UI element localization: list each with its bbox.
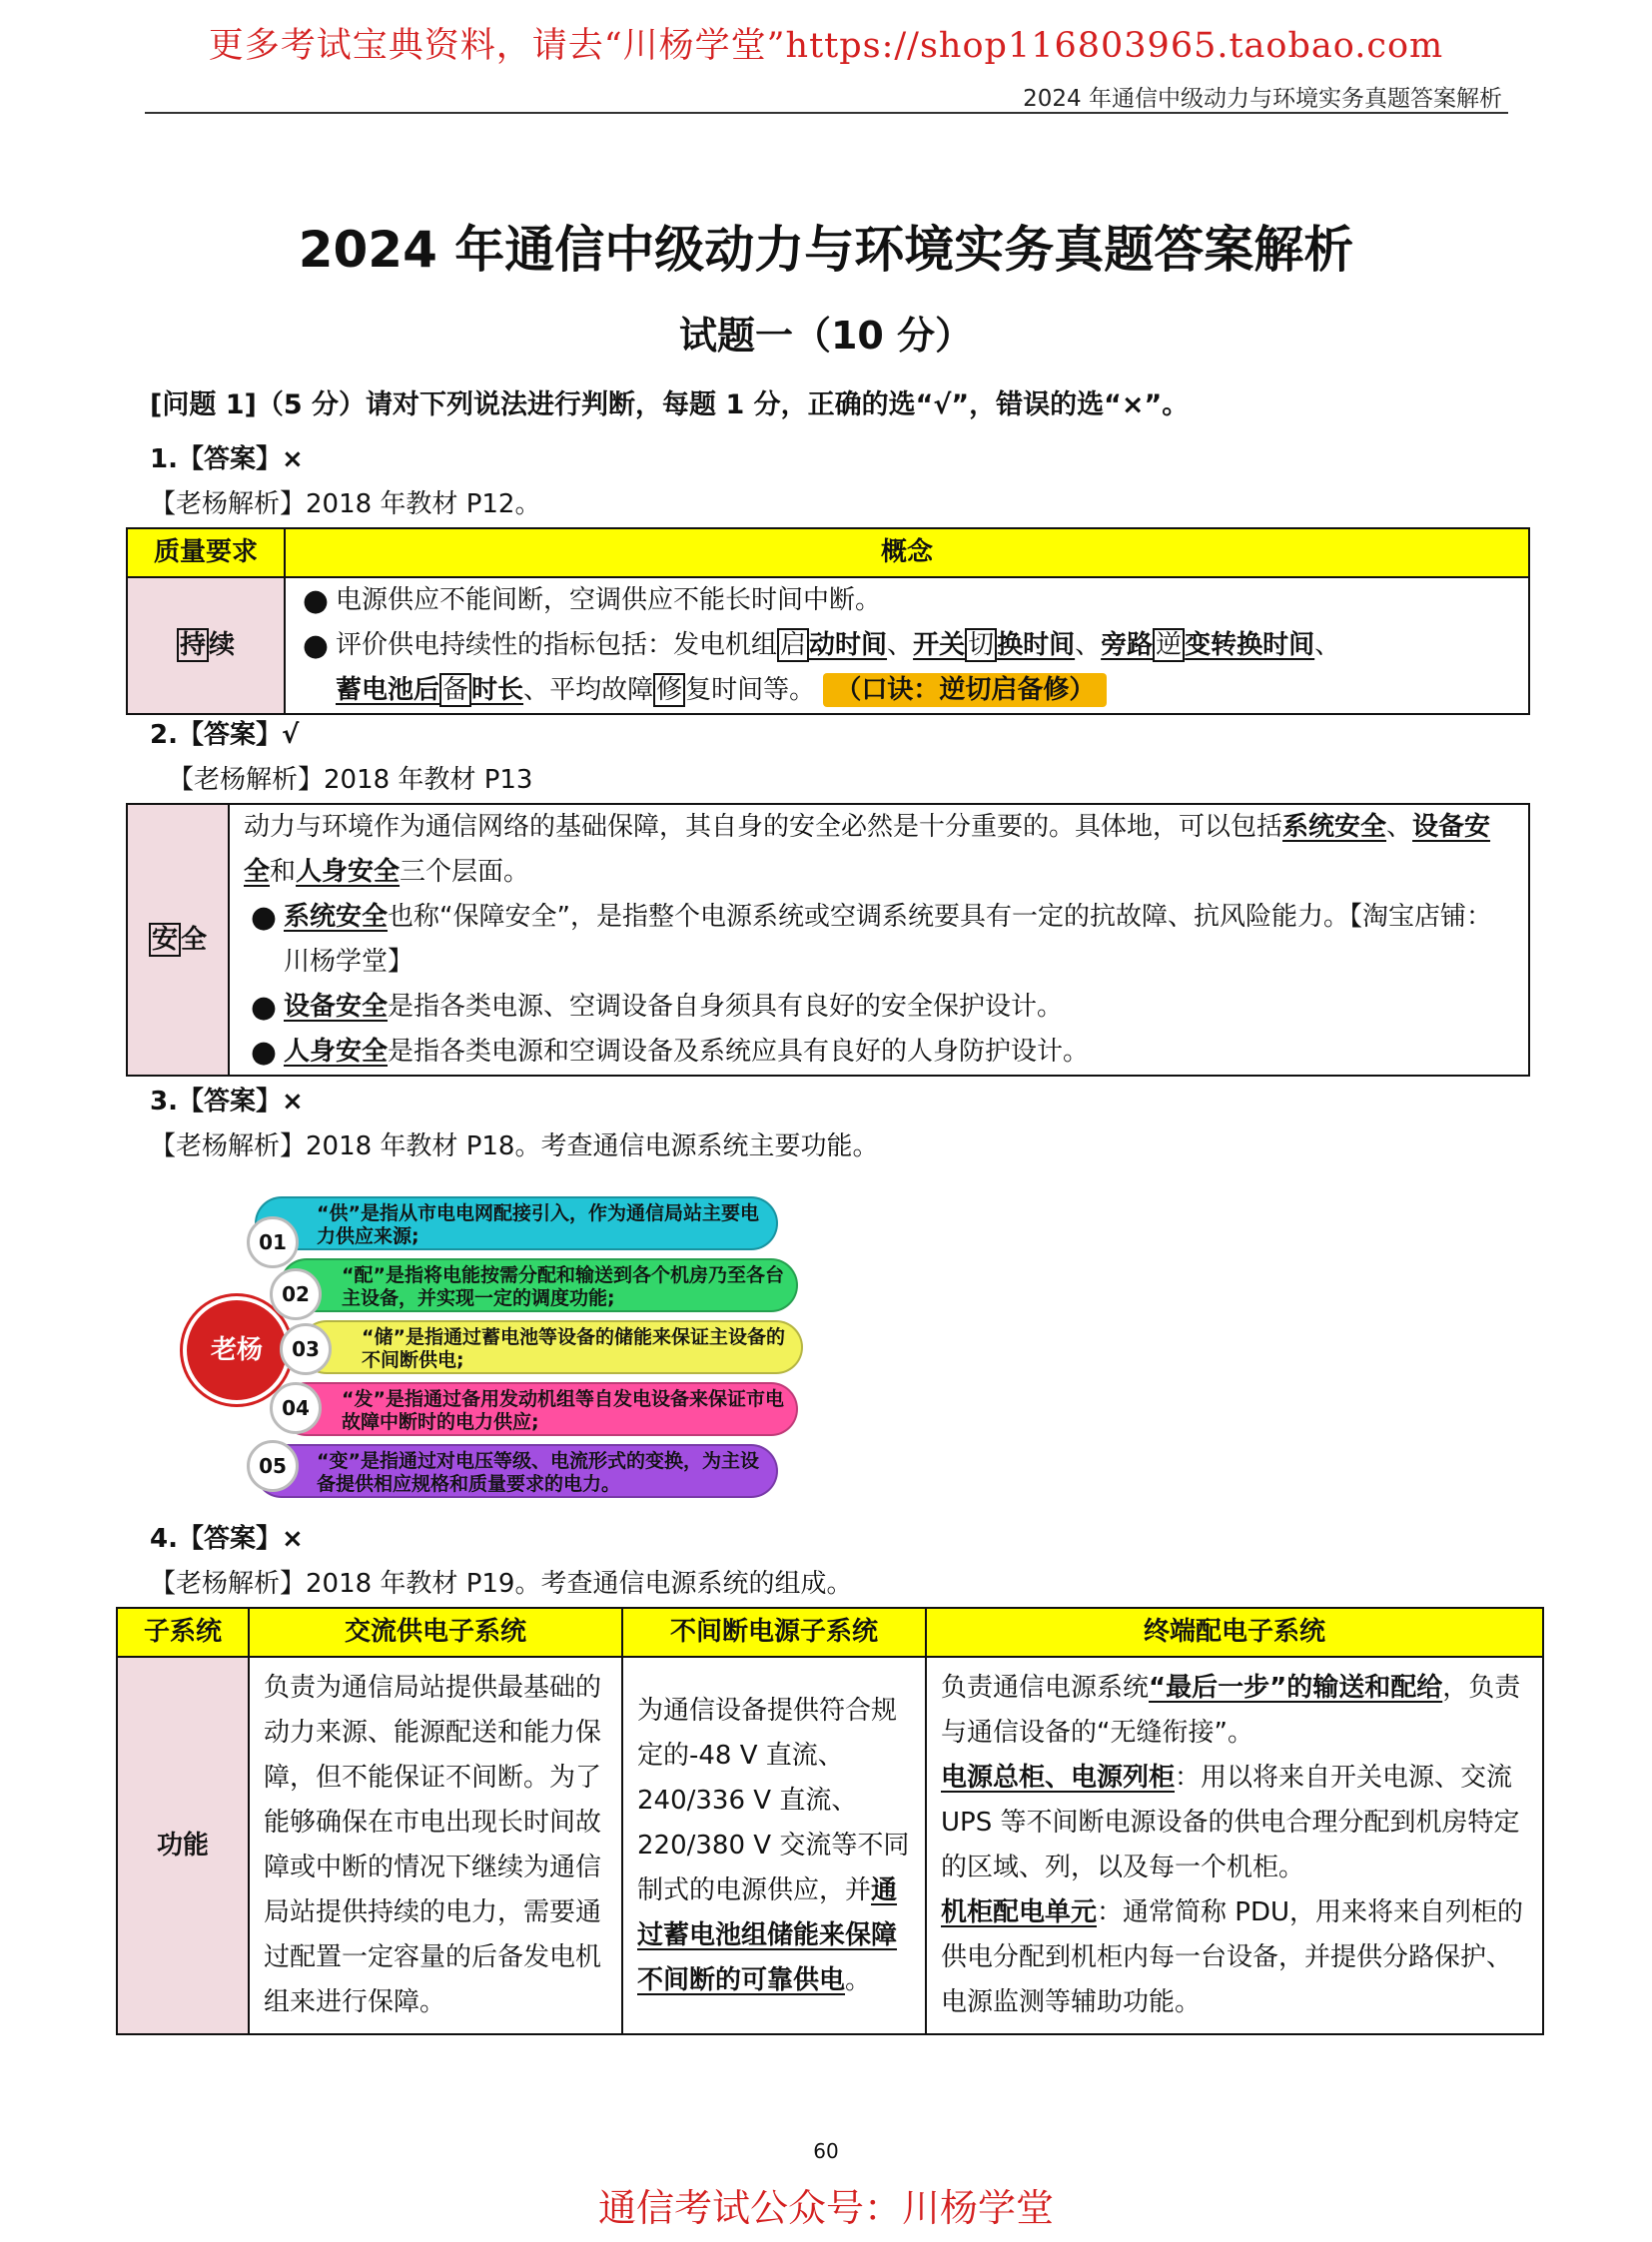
q2-bullet-2: ● 设备安全是指各类电源、空调设备自身须具有良好的安全保护设计。 bbox=[250, 990, 1064, 1025]
function-number-2: 02 bbox=[270, 1268, 322, 1320]
q1-col-header-quality: 质量要求 bbox=[127, 528, 285, 577]
q2-row-rest-char: 全 bbox=[181, 924, 208, 955]
q4-col-header-ups: 不间断电源子系统 bbox=[622, 1608, 926, 1657]
header-divider bbox=[145, 112, 1508, 114]
q4-analysis: 【老杨解析】2018 年教材 P19。考查通信电源系统的组成。 bbox=[150, 1569, 853, 1599]
q1-bullet-2-text: 评价供电持续性的指标包括：发电机组 启 动时间、开关 切 换时间、旁路 逆 变转换时间、 蓄电池后 备 时长、平均故障 修 复时间等。 （口诀：逆切启备修） bbox=[336, 630, 1341, 705]
q4-col-header-terminal: 终端配电子系统 bbox=[926, 1608, 1543, 1657]
q1-bullet-2: ● 评价供电持续性的指标包括：发电机组 启 动时间、开关 切 换时间、旁路 逆 变转换时间、 蓄电池后 备 时长、平均故障 修 复时间等。 （口诀：逆切启备修） bbox=[296, 623, 1518, 713]
promo-banner: 更多考试宝典资料，请去“川杨学堂”https://shop116803965.taobao.com bbox=[208, 26, 1444, 66]
page-number: 60 bbox=[813, 2139, 839, 2163]
q4-subsystem-table bbox=[116, 1607, 1544, 2035]
q4-col-header-ac: 交流供电子系统 bbox=[249, 1608, 622, 1657]
document-title: 2024 年通信中级动力与环境实务真题答案解析 bbox=[298, 221, 1354, 279]
q2-row-header bbox=[127, 804, 229, 1076]
q2-row-key-char: 安 bbox=[149, 923, 181, 957]
q2-bullet-3: ● 人身安全是指各类电源和空调设备及系统应具有良好的人身防护设计。 bbox=[250, 1035, 1090, 1070]
q4-row-header: 功能 bbox=[117, 1657, 249, 2034]
function-number-5: 05 bbox=[247, 1440, 299, 1492]
q1-row-rest-char: 续 bbox=[209, 630, 236, 660]
q1-quality-table bbox=[126, 527, 1530, 715]
function-bar-1-text: “供”是指从市电电网配接引入，作为通信局站主要电力供应来源; bbox=[317, 1202, 759, 1247]
q4-ups-cell: 为通信设备提供符合规定的-48 V 直流、240/336 V 直流、220/380 V 交流等不同制式的电源供应，并通过蓄电池组储能来保障不间断的可靠供电。 bbox=[622, 1657, 926, 2034]
teacher-yang-seal: 老杨 bbox=[183, 1296, 291, 1404]
q1-bullet-1-text: 电源供应不能间断，空调供应不能长时间中断。 bbox=[336, 585, 882, 615]
function-bar-1 bbox=[255, 1196, 778, 1250]
q1-bullet-1: ● 电源供应不能间断，空调供应不能长时间中断。 bbox=[296, 578, 1518, 623]
function-bar-3 bbox=[300, 1320, 803, 1374]
function-number-3: 03 bbox=[280, 1323, 332, 1375]
function-bar-3-text: “储”是指通过蓄电池等设备的储能来保证主设备的不间断供电; bbox=[362, 1326, 785, 1371]
q2-intro: 动力与环境作为通信网络的基础保障，其自身的安全必然是十分重要的。具体地，可以包括系统安全、设备安全和人身安全三个层面。 bbox=[244, 812, 1491, 887]
function-bar-4-text: “发”是指通过备用发动机组等自发电设备来保证市电故障中断时的电力供应; bbox=[342, 1388, 784, 1433]
q1-analysis: 【老杨解析】2018 年教材 P12。 bbox=[150, 489, 541, 519]
q2-safety-table bbox=[126, 803, 1530, 1077]
function-bar-5-text: “变”是指通过对电压等级、电流形式的变换，为主设备提供相应规格和质量要求的电力。 bbox=[317, 1450, 759, 1495]
q2-answer: 2.【答案】√ bbox=[150, 720, 300, 750]
function-bar-2-text: “配”是指将电能按需分配和输送到各个机房乃至各台主设备，并实现一定的调度功能; bbox=[342, 1264, 784, 1309]
q3-answer: 3.【答案】× bbox=[150, 1087, 304, 1117]
q2-analysis: 【老杨解析】2018 年教材 P13 bbox=[168, 765, 533, 795]
q1-answer: 1.【答案】× bbox=[150, 444, 304, 474]
q2-content-cell bbox=[229, 804, 1529, 1076]
q4-terminal-p1: 负责通信电源系统“最后一步”的输送和配给，负责与通信设备的“无缝衔接”。 bbox=[941, 1673, 1521, 1748]
q4-terminal-cell bbox=[926, 1657, 1543, 2034]
question-title: 试题一（10 分） bbox=[678, 314, 974, 358]
function-bar-4 bbox=[280, 1382, 798, 1436]
running-header: 2024 年通信中级动力与环境实务真题答案解析 bbox=[1023, 86, 1502, 112]
question-prompt: [问题 1]（5 分）请对下列说法进行判断，每题 1 分，正确的选“√”，错误的选“×”。 bbox=[150, 389, 1190, 420]
q1-row-key-char: 持 bbox=[177, 628, 209, 662]
q2-bullet-1: ● 系统安全也称“保障安全”，是指整个电源系统或空调系统要具有一定的抗故障、抗风险能力。【淘宝店铺：川杨学堂】 bbox=[250, 900, 1492, 977]
q3-analysis: 【老杨解析】2018 年教材 P18。考查通信电源系统主要功能。 bbox=[150, 1131, 879, 1161]
q4-col-header-subsystem: 子系统 bbox=[117, 1608, 249, 1657]
function-number-1: 01 bbox=[247, 1216, 299, 1268]
function-number-4: 04 bbox=[270, 1382, 322, 1434]
power-functions-diagram bbox=[180, 1178, 819, 1508]
q4-terminal-p2: 电源总柜、电源列柜：用以将来自开关电源、交流 UPS 等不间断电源设备的供电合理分配到机房特定的区域、列，以及每一个机柜。 bbox=[941, 1763, 1520, 1882]
function-bar-5 bbox=[255, 1444, 778, 1498]
q1-row-header bbox=[127, 577, 285, 714]
q4-ac-cell: 负责为通信局站提供最基础的动力来源、能源配送和能力保障，但不能保证不间断。为了能够确保在市电出现长时间故障或中断的情况下继续为通信局站提供持续的电力，需要通过配置一定容量的后备发电机组来进行保障。 bbox=[249, 1657, 622, 2034]
footer-banner: 通信考试公众号：川杨学堂 bbox=[597, 2186, 1054, 2230]
q4-answer: 4.【答案】× bbox=[150, 1524, 304, 1554]
function-bar-2 bbox=[280, 1258, 798, 1312]
q1-col-header-concept: 概念 bbox=[285, 528, 1529, 577]
q4-terminal-p3: 机柜配电单元：通常简称 PDU，用来将来自列柜的供电分配到机柜内每一台设备，并提供分路保护、电源监测等辅助功能。 bbox=[941, 1897, 1524, 2017]
q1-concept-cell bbox=[285, 577, 1529, 714]
mnemonic-tip: （口诀：逆切启备修） bbox=[823, 673, 1107, 707]
